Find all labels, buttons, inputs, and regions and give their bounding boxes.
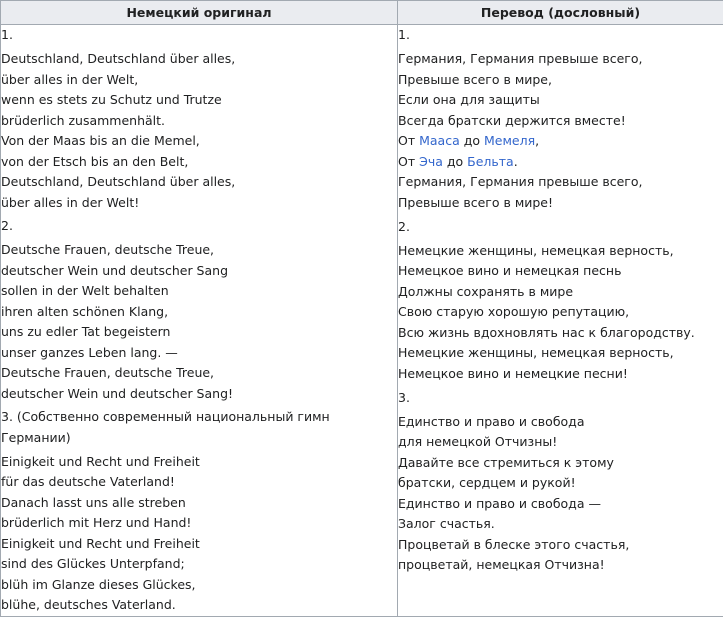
german-text-cell <box>1 25 398 617</box>
header-row <box>1 1 723 25</box>
verse-line: Процветай в блеске этого счастья, <box>398 535 723 556</box>
verse-line: Германия, Германия превыше всего, <box>398 49 723 70</box>
verse-line: Залог счастья. <box>398 514 723 535</box>
verse-text: до <box>443 154 467 169</box>
verse-line: Deutsche Frauen, deutsche Treue, <box>1 363 397 384</box>
verse-line: Всю жизнь вдохновлять нас к благородству. <box>398 323 723 344</box>
verse-line: процветай, немецкая Отчизна! <box>398 555 723 576</box>
verse-line: deutscher Wein und deutscher Sang! <box>1 384 397 405</box>
verse-text: . <box>514 154 518 169</box>
verse-line-with-links <box>398 152 723 173</box>
verse-line: für das deutsche Vaterland! <box>1 472 397 493</box>
verse-line: blühe, deutsches Vaterland. <box>1 595 397 616</box>
verse-text: , <box>535 133 539 148</box>
verse-line: Давайте все стремиться к этому <box>398 453 723 474</box>
verse-line: von der Etsch bis an den Belt, <box>1 152 397 173</box>
verse-line: Немецкое вино и немецкие песни! <box>398 364 723 385</box>
verse-line: über alles in der Welt! <box>1 193 397 214</box>
verse-line: Немецкое вино и немецкая песнь <box>398 261 723 282</box>
verse-line: blüh im Glanze dieses Glückes, <box>1 575 397 596</box>
stanza-number: 2. <box>398 217 723 238</box>
verse-text: до <box>460 133 484 148</box>
verse-line: для немецкой Отчизны! <box>398 432 723 453</box>
verse-line: ihren alten schönen Klang, <box>1 302 397 323</box>
verse-line: Единство и право и свобода — <box>398 494 723 515</box>
verse-text: От <box>398 154 419 169</box>
german-stanza-1 <box>1 25 397 213</box>
verse-line: Свою старую хорошую репутацию, <box>398 302 723 323</box>
russian-stanza-1 <box>398 25 723 213</box>
german-stanza-2 <box>1 216 397 404</box>
verse-line: Немецкие женщины, немецкая верность, <box>398 343 723 364</box>
verse-line: brüderlich zusammenhält. <box>1 111 397 132</box>
verse-line: Единство и право и свобода <box>398 412 723 433</box>
verse-line: deutscher Wein und deutscher Sang <box>1 261 397 282</box>
content-row <box>1 25 723 617</box>
verse-line: Einigkeit und Recht und Freiheit <box>1 534 397 555</box>
stanza-number: 3. (Собственно современный национальный гимн Германии) <box>1 407 397 448</box>
verse-line: Von der Maas bis an die Memel, <box>1 131 397 152</box>
verse-line: Немецкие женщины, немецкая верность, <box>398 241 723 262</box>
verse-line: sollen in der Welt behalten <box>1 281 397 302</box>
stanza-number: 1. <box>398 25 723 46</box>
verse-line: Deutsche Frauen, deutsche Treue, <box>1 240 397 261</box>
german-stanza-3 <box>1 407 397 616</box>
verse-line: Einigkeit und Recht und Freiheit <box>1 452 397 473</box>
verse-line: über alles in der Welt, <box>1 70 397 91</box>
russian-stanza-2 <box>398 217 723 385</box>
russian-stanza-3 <box>398 388 723 576</box>
verse-line: Должны сохранять в мире <box>398 282 723 303</box>
verse-line: Превыше всего в мире, <box>398 70 723 91</box>
header-russian-translation: Перевод (дословный) <box>398 1 723 25</box>
russian-text-cell <box>398 25 723 617</box>
link-memel[interactable]: Мемеля <box>484 133 535 148</box>
stanza-number: 1. <box>1 25 397 46</box>
link-maas[interactable]: Мааса <box>419 133 460 148</box>
verse-line-with-links <box>398 131 723 152</box>
verse-line: братски, сердцем и рукой! <box>398 473 723 494</box>
stanza-number: 2. <box>1 216 397 237</box>
verse-line: Всегда братски держится вместе! <box>398 111 723 132</box>
verse-line: Германия, Германия превыше всего, <box>398 172 723 193</box>
link-etsch[interactable]: Эча <box>419 154 443 169</box>
verse-line: wenn es stets zu Schutz und Trutze <box>1 90 397 111</box>
link-belt[interactable]: Бельта <box>467 154 514 169</box>
verse-line: Превыше всего в мире! <box>398 193 723 214</box>
stanza-number: 3. <box>398 388 723 409</box>
verse-line: unser ganzes Leben lang. — <box>1 343 397 364</box>
verse-line: Deutschland, Deutschland über alles, <box>1 172 397 193</box>
verse-line: brüderlich mit Herz und Hand! <box>1 513 397 534</box>
verse-line: sind des Glückes Unterpfand; <box>1 554 397 575</box>
verse-text: От <box>398 133 419 148</box>
verse-line: Danach lasst uns alle streben <box>1 493 397 514</box>
verse-line: Если она для защиты <box>398 90 723 111</box>
verse-line: uns zu edler Tat begeistern <box>1 322 397 343</box>
verse-line: Deutschland, Deutschland über alles, <box>1 49 397 70</box>
header-german-original: Немецкий оригинал <box>1 1 398 25</box>
